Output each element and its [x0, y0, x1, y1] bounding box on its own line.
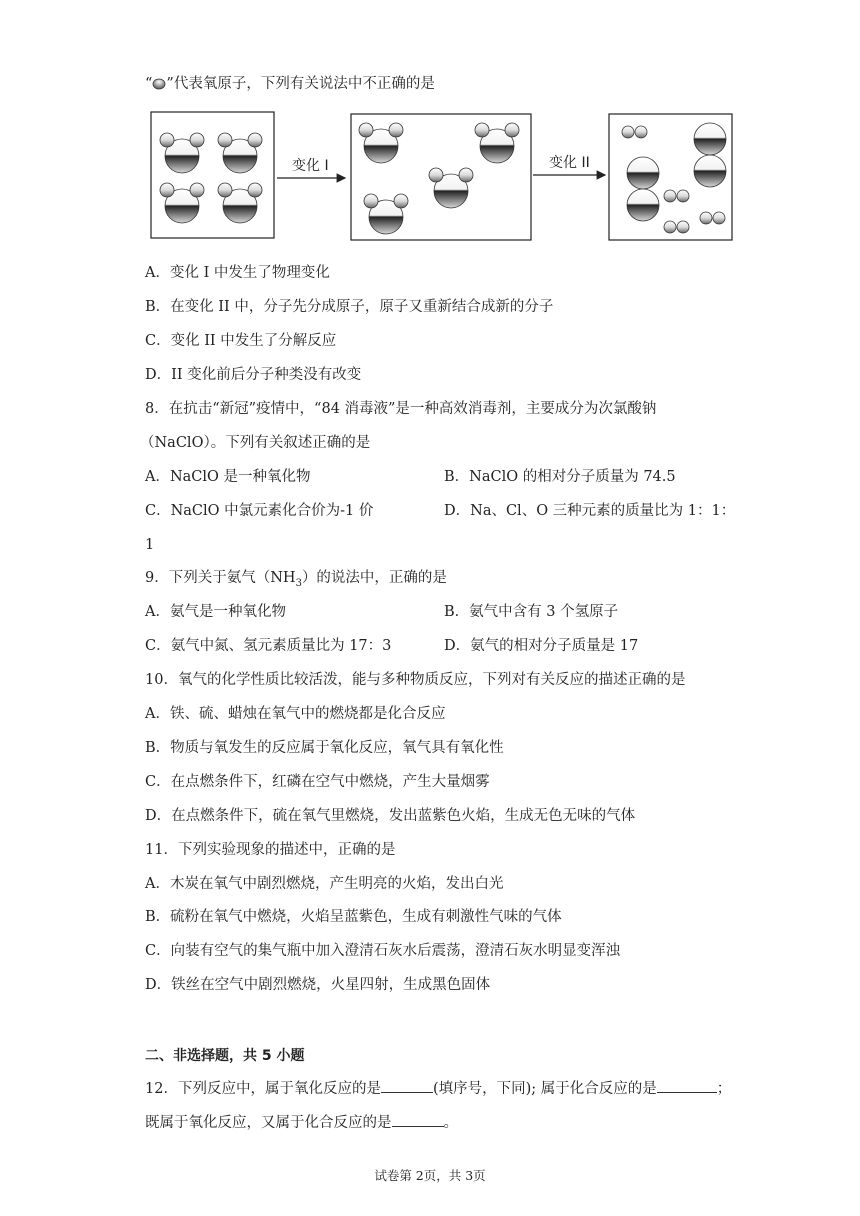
q12-text-5: 。 [443, 1115, 458, 1131]
q9-stem-pre: 9．下列关于氨气（NH [145, 570, 296, 586]
q8-option-b: B．NaClO 的相对分子质量为 74.5 [444, 469, 676, 485]
q10-stem: 10．氧气的化学性质比较活泼，能与多种物质反应，下列对有关反应的描述正确的是 [145, 672, 686, 688]
q7-option-a: A．变化 I 中发生了物理变化 [145, 265, 330, 281]
q12-text-1: 12．下列反应中，属于氧化反应的是 [145, 1081, 381, 1097]
question-7-stem [145, 74, 435, 94]
q9-stem-subscript: 3 [295, 577, 302, 589]
q11-option-b: B．硫粉在氧气中燃烧，火焰呈蓝紫色，生成有刺激性气味的气体 [145, 909, 562, 925]
oxygen-atom-icon [152, 78, 166, 90]
q9-stem-post: ）的说法中，正确的是 [301, 570, 447, 586]
q8-option-d: D．Na、Cl、O 三种元素的质量比为 1：1： [444, 503, 736, 519]
q7-option-b: B．在变化 II 中，分子先分成原子，原子又重新结合成新的分子 [145, 299, 554, 315]
q12-text-2: (填序号，下同); 属于化合反应的是 [432, 1081, 657, 1097]
quote-open: “ [145, 76, 153, 92]
q10-option-b: B．物质与氧发生的反应属于氧化反应，氧气具有氧化性 [145, 740, 504, 756]
q11-option-a: A．木炭在氧气中剧烈燃烧，产生明亮的火焰，发出白光 [145, 876, 504, 892]
molecule-change-diagram [140, 102, 740, 247]
q10-option-c: C．在点燃条件下，红磷在空气中燃烧，产生大量烟雾 [145, 774, 490, 790]
answer-blank-2[interactable] [657, 1078, 717, 1093]
change-2-label: 变化 II [549, 155, 590, 171]
q10-option-d: D．在点燃条件下，硫在氧气里燃烧，发出蓝紫色火焰，生成无色无味的气体 [145, 808, 636, 824]
page-footer: 试卷第 2页，共 3页 [374, 1168, 486, 1183]
q9-option-a: A．氨气是一种氧化物 [145, 604, 286, 620]
q12-line1 [145, 1078, 731, 1099]
q11-option-c: C．向装有空气的集气瓶中加入澄清石灰水后震荡，澄清石灰水明显变浑浊 [145, 943, 621, 959]
q9-option-c: C．氨气中氮、氢元素质量比为 17：3 [145, 638, 392, 654]
q12-line2 [145, 1112, 458, 1133]
q7-option-d: D．II 变化前后分子种类没有改变 [145, 367, 362, 383]
q9-stem [145, 568, 447, 594]
change-1-label: 变化 I [292, 158, 329, 174]
q8-stem-line2: （NaClO）。下列有关叙述正确的是 [140, 435, 371, 451]
q11-stem: 11．下列实验现象的描述中，正确的是 [145, 842, 396, 858]
q8-option-c: C．NaClO 中氯元素化合价为-1 价 [145, 503, 374, 519]
q9-option-b: B．氨气中含有 3 个氢原子 [444, 604, 619, 620]
q8-option-d-continued: 1 [145, 537, 155, 553]
before-box [151, 112, 274, 238]
q10-option-a: A．铁、硫、蜡烛在氧气中的燃烧都是化合反应 [145, 706, 446, 722]
q11-option-d: D．铁丝在空气中剧烈燃烧，火星四射，生成黑色固体 [145, 977, 491, 993]
stem-text: ”代表氧原子，下列有关说法中不正确的是 [166, 76, 435, 92]
q8-stem-line1: 8．在抗击“新冠”疫情中，“84 消毒液”是一种高效消毒剂，主要成分为次氯酸钠 [145, 401, 657, 417]
answer-blank-3[interactable] [392, 1112, 444, 1127]
answer-blank-1[interactable] [381, 1078, 433, 1093]
q8-option-a: A．NaClO 是一种氧化物 [145, 469, 311, 485]
section-title: 二、非选择题，共 5 小题 [145, 1048, 305, 1064]
q12-text-4: 既属于氧化反应，又属于化合反应的是 [145, 1115, 392, 1131]
q12-text-3: ； [716, 1081, 732, 1097]
q7-option-c: C．变化 II 中发生了分解反应 [145, 333, 337, 349]
q9-option-d: D．氨气的相对分子质量是 17 [444, 638, 639, 654]
